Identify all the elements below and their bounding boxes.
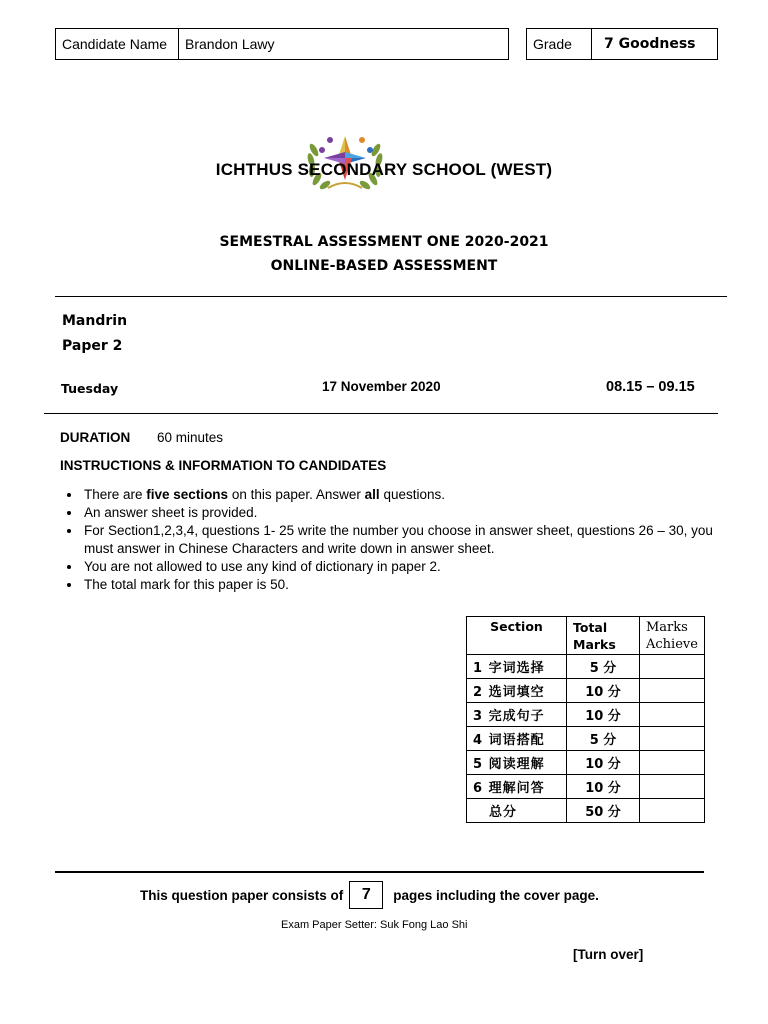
instruction-item: • You are not allowed to use any kind of dictionary in paper 2. [82, 558, 722, 576]
section-marks: 5 分 [567, 727, 640, 751]
candidate-name-value: Brandon Lawy [185, 36, 275, 52]
page-count-box: 7 [349, 881, 383, 909]
table-row [467, 703, 705, 727]
table-row [467, 775, 705, 799]
assessment-mode: ONLINE-BASED ASSESSMENT [270, 258, 498, 274]
section-name: 6 理解问答 [467, 775, 567, 799]
exam-date: 17 November 2020 [322, 379, 441, 394]
section-marks: 10 分 [567, 703, 640, 727]
section-name: 1 字词选择 [467, 655, 567, 679]
marks-achieved-cell[interactable] [640, 679, 705, 703]
duration-value: 60 minutes [157, 430, 224, 445]
section-marks: 5 分 [567, 655, 640, 679]
header-section-label: Section [490, 619, 543, 634]
instruction-text: on this paper. Answer [228, 487, 365, 502]
marks-achieved-cell[interactable] [640, 727, 705, 751]
instructions-heading: INSTRUCTIONS & INFORMATION TO CANDIDATES [60, 458, 387, 473]
instruction-item: • For Section1,2,3,4, questions 1- 25 write the number you choose in answer sheet, questions 26 – 30, you must answer in Chinese Characters and write down in answer sheet. [82, 522, 722, 558]
instruction-text: There are [84, 487, 147, 502]
subject: Mandrin [62, 313, 128, 329]
paper-setter: Exam Paper Setter: Suk Fong Lao Shi [281, 919, 468, 931]
header-total-line2: Marks [573, 636, 616, 652]
duration-label: DURATION [60, 430, 131, 445]
header-total-marks [567, 617, 640, 655]
paper-number: Paper 2 [62, 338, 123, 354]
section-name: 3 完成句子 [467, 703, 567, 727]
divider-bottom [55, 871, 704, 873]
page-count-line [140, 881, 599, 909]
page-count-suffix: pages including the cover page. [393, 887, 599, 903]
marks-table [466, 616, 705, 823]
marks-table-header [467, 617, 705, 655]
divider-top [55, 296, 727, 297]
header-total-line1: Total [573, 619, 608, 635]
turn-over: [Turn over] [573, 947, 644, 962]
page-count-prefix: This question paper consists of [140, 887, 344, 903]
total-marks: 50 分 [567, 799, 640, 823]
candidate-name-box [55, 28, 509, 60]
table-row [467, 655, 705, 679]
header-achieved-line1: Marks [646, 619, 688, 635]
grade-value: 7 Goodness [604, 36, 696, 52]
table-row [467, 751, 705, 775]
section-marks: 10 分 [567, 679, 640, 703]
section-name: 5 阅读理解 [467, 751, 567, 775]
assessment-title: SEMESTRAL ASSESSMENT ONE 2020-2021 [219, 234, 549, 250]
grade-box [526, 28, 718, 60]
table-row [467, 679, 705, 703]
exam-time: 08.15 – 09.15 [606, 379, 695, 395]
divider-middle [44, 413, 718, 414]
instruction-emphasis: all [364, 487, 380, 502]
candidate-name-label: Candidate Name [56, 29, 179, 59]
marks-achieved-cell[interactable] [640, 655, 705, 679]
instructions-list [60, 486, 722, 594]
marks-achieved-cell[interactable] [640, 703, 705, 727]
table-row-total [467, 799, 705, 823]
instruction-text: questions. [379, 487, 445, 502]
instruction-item [82, 486, 722, 504]
section-marks: 10 分 [567, 751, 640, 775]
total-label: 总分 [467, 799, 567, 823]
total-achieved-cell[interactable] [640, 799, 705, 823]
header-marks-achieved [640, 617, 705, 655]
table-row [467, 727, 705, 751]
instruction-emphasis: five sections [146, 487, 229, 502]
section-name: 4 词语搭配 [467, 727, 567, 751]
header-achieved-line2: Achieve [646, 636, 698, 652]
school-name: ICHTHUS SECONDARY SCHOOL (WEST) [215, 160, 553, 179]
marks-achieved-cell[interactable] [640, 751, 705, 775]
instruction-item: • An answer sheet is provided. [82, 504, 722, 522]
section-marks: 10 分 [567, 775, 640, 799]
exam-day: Tuesday [61, 381, 119, 396]
header-section [467, 617, 567, 655]
instruction-item: • The total mark for this paper is 50. [82, 576, 722, 594]
grade-label: Grade [527, 29, 592, 59]
section-name: 2 选词填空 [467, 679, 567, 703]
marks-achieved-cell[interactable] [640, 775, 705, 799]
